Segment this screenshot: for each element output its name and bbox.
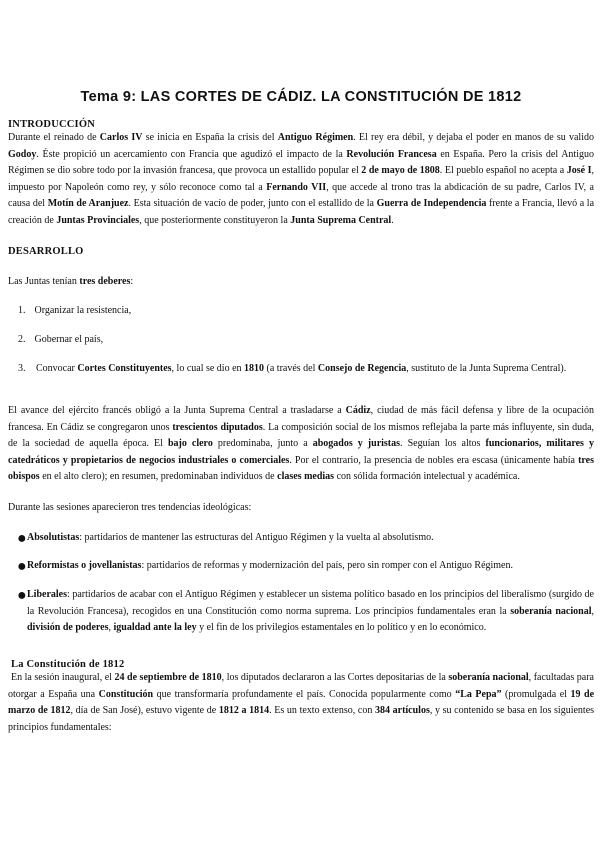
- deber-text: Gobernar el país,: [34, 334, 104, 345]
- deber-number: 1.: [18, 305, 26, 316]
- deber-text: Convocar Cortes Constituyentes, lo cual se dio en 1810 (a través del Consejo de Regencia, sustituto de la Junta Suprema Central).: [36, 363, 567, 374]
- tendencia-item-3: [8, 587, 594, 637]
- deber-item-3: [8, 361, 594, 378]
- desarrollo-heading: DESARROLLO: [8, 246, 84, 257]
- deber-item-1: [8, 303, 600, 320]
- deber-text: Organizar la resistencia,: [34, 305, 132, 316]
- intro-paragraph: Durante el reinado de Carlos IV se inicia en España la crisis del Antiguo Régimen. El rey era débil, y dejaba el poder en manos de su valido Godoy. Éste propició un acercamiento con Francia que agudizó el impacto de la Revolución Francesa en España. Pero la crisis del Antiguo Régimen se dio sobre todo por la invasión francesa, que provoca un estallido popular el 2 de mayo de 1808. El pueblo español no acepta a José I, impuesto por Napoleón como rey, y sólo reconoce como tal a Fernando VII, que accede al trono tras la abdicación de su padre, Carlos IV, a causa del Motín de Aranjuez. Esta situación de vacío de poder, junto con el estallido de la Guerra de Independencia frente a Francia, llevó a la creación de Juntas Provinciales, que posteriormente constituyeron la Junta Suprema Central.: [8, 132, 595, 226]
- desarrollo-section: [8, 246, 594, 257]
- juntas-intro: Las Juntas tenían tres deberes:: [8, 276, 134, 287]
- deber-item-2: [8, 332, 600, 349]
- bullet-icon: ●: [17, 530, 27, 547]
- deber-number: 2.: [18, 334, 26, 345]
- avance-paragraph: El avance del ejército francés obligó a la Junta Suprema Central a trasladarse a Cádiz, ciudad de más fácil defensa y libre de la ocupación francesa. En Cádiz se congregaron unos trescientos diputados. La composición social de los mismos reflejaba la parte más influyente, sin duda, de la sociedad de aquella época. El bajo clero predominaba, junto a abogados y juristas. Seguían los altos funcionarios, militares y catedráticos y propietarios de negocios industriales o comerciales. Por el contrario, la presencia de nobles era escasa (únicamente había tres obispos en el alto clero); en resumen, predominaban individuos de clases medias con sólida formación intelectual y académica.: [8, 405, 595, 483]
- bullet-icon: ●: [17, 558, 27, 575]
- deber-number: 3.: [18, 363, 26, 374]
- tendencia-text: Absolutistas: partidarios de mantener las estructuras del Antiguo Régimen y la vuelta al absolutismo.: [27, 532, 434, 543]
- tendencia-text: Liberales: partidarios de acabar con el Antiguo Régimen y establecer un sistema político basado en los principios del liberalismo (surgido de la Revolución Francesa), recogidos en una Constitución como norma suprema. Los principios fundamentales eran la soberanía nacional, división de poderes, igualdad ante la ley y el fin de los privilegios estamentales en lo político y en lo económico.: [27, 589, 594, 634]
- constitucion-section: [8, 659, 594, 736]
- tendencias-intro: Durante las sesiones aparecieron tres tendencias ideológicas:: [8, 502, 252, 513]
- intro-section: [8, 119, 594, 230]
- intro-heading: INTRODUCCIÓN: [8, 119, 95, 130]
- constitucion-paragraph: En la sesión inaugural, el 24 de septiembre de 1810, los diputados declararon a las Cortes depositarias de la soberanía nacional, facultadas para otorgar a España una Constitución que transformaría profundamente el país. Conocida popularmente como “La Pepa” (promulgada el 19 de marzo de 1812, día de San José), estuvo vigente de 1812 a 1814. Es un texto extenso, con 384 artículos, y su contenido se basa en los siguientes principios fundamentales:: [8, 672, 595, 733]
- tendencia-item-1: [8, 530, 594, 548]
- tendencia-text: Reformistas o jovellanistas: partidarios de reformas y modernización del país, pero sin romper con el Antiguo Régimen.: [27, 560, 513, 571]
- tendencia-item-2: [8, 558, 594, 576]
- bullet-icon: ●: [17, 587, 27, 604]
- document-title: Tema 9: LAS CORTES DE CÁDIZ. LA CONSTITUCIÓN DE 1812: [80, 89, 522, 105]
- constitucion-heading: La Constitución de 1812: [11, 659, 125, 670]
